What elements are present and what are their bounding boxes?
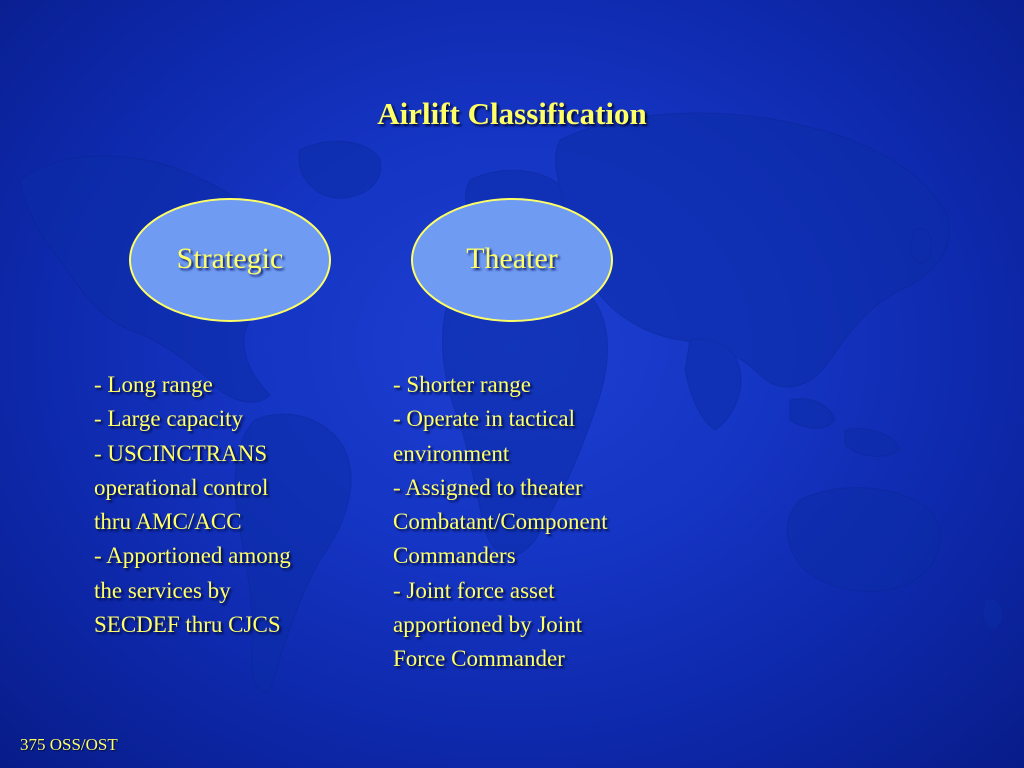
list-line: SECDEF thru CJCS [94,612,281,638]
theater-oval [411,198,613,322]
list-line: operational control [94,474,269,500]
strategic-oval [129,198,331,322]
list-item [94,539,291,642]
theater-label: Theater [466,241,558,275]
footer-text: 375 OSS/OST [20,735,118,754]
list-line: thru AMC/ACC [94,509,242,535]
list-line: - Shorter range [393,372,531,397]
strategic-bullet-list [94,368,291,642]
theater-bullet-list [393,368,608,677]
list-line: - Long range [94,372,213,397]
list-line: - Assigned to theater [393,474,583,500]
list-line: Force Commander [393,646,565,672]
list-line: Combatant/Component [393,509,608,535]
strategic-label: Strategic [176,241,284,275]
list-item [94,368,291,402]
list-line: - Apportioned among [94,543,291,569]
list-line: - Joint force asset [393,577,555,603]
list-item [393,574,608,677]
list-item [94,402,291,436]
list-line: Commanders [393,543,516,569]
list-line: apportioned by Joint [393,612,583,638]
list-line: environment [393,440,510,466]
list-line: the services by [94,577,231,603]
slide-title: Airlift Classification [377,96,647,131]
list-line: - Operate in tactical [393,406,575,432]
list-item [393,368,608,402]
list-line: - USCINCTRANS [94,440,268,466]
list-item [94,437,291,540]
list-item [393,402,608,471]
list-item [393,471,608,574]
list-line: - Large capacity [94,406,243,432]
